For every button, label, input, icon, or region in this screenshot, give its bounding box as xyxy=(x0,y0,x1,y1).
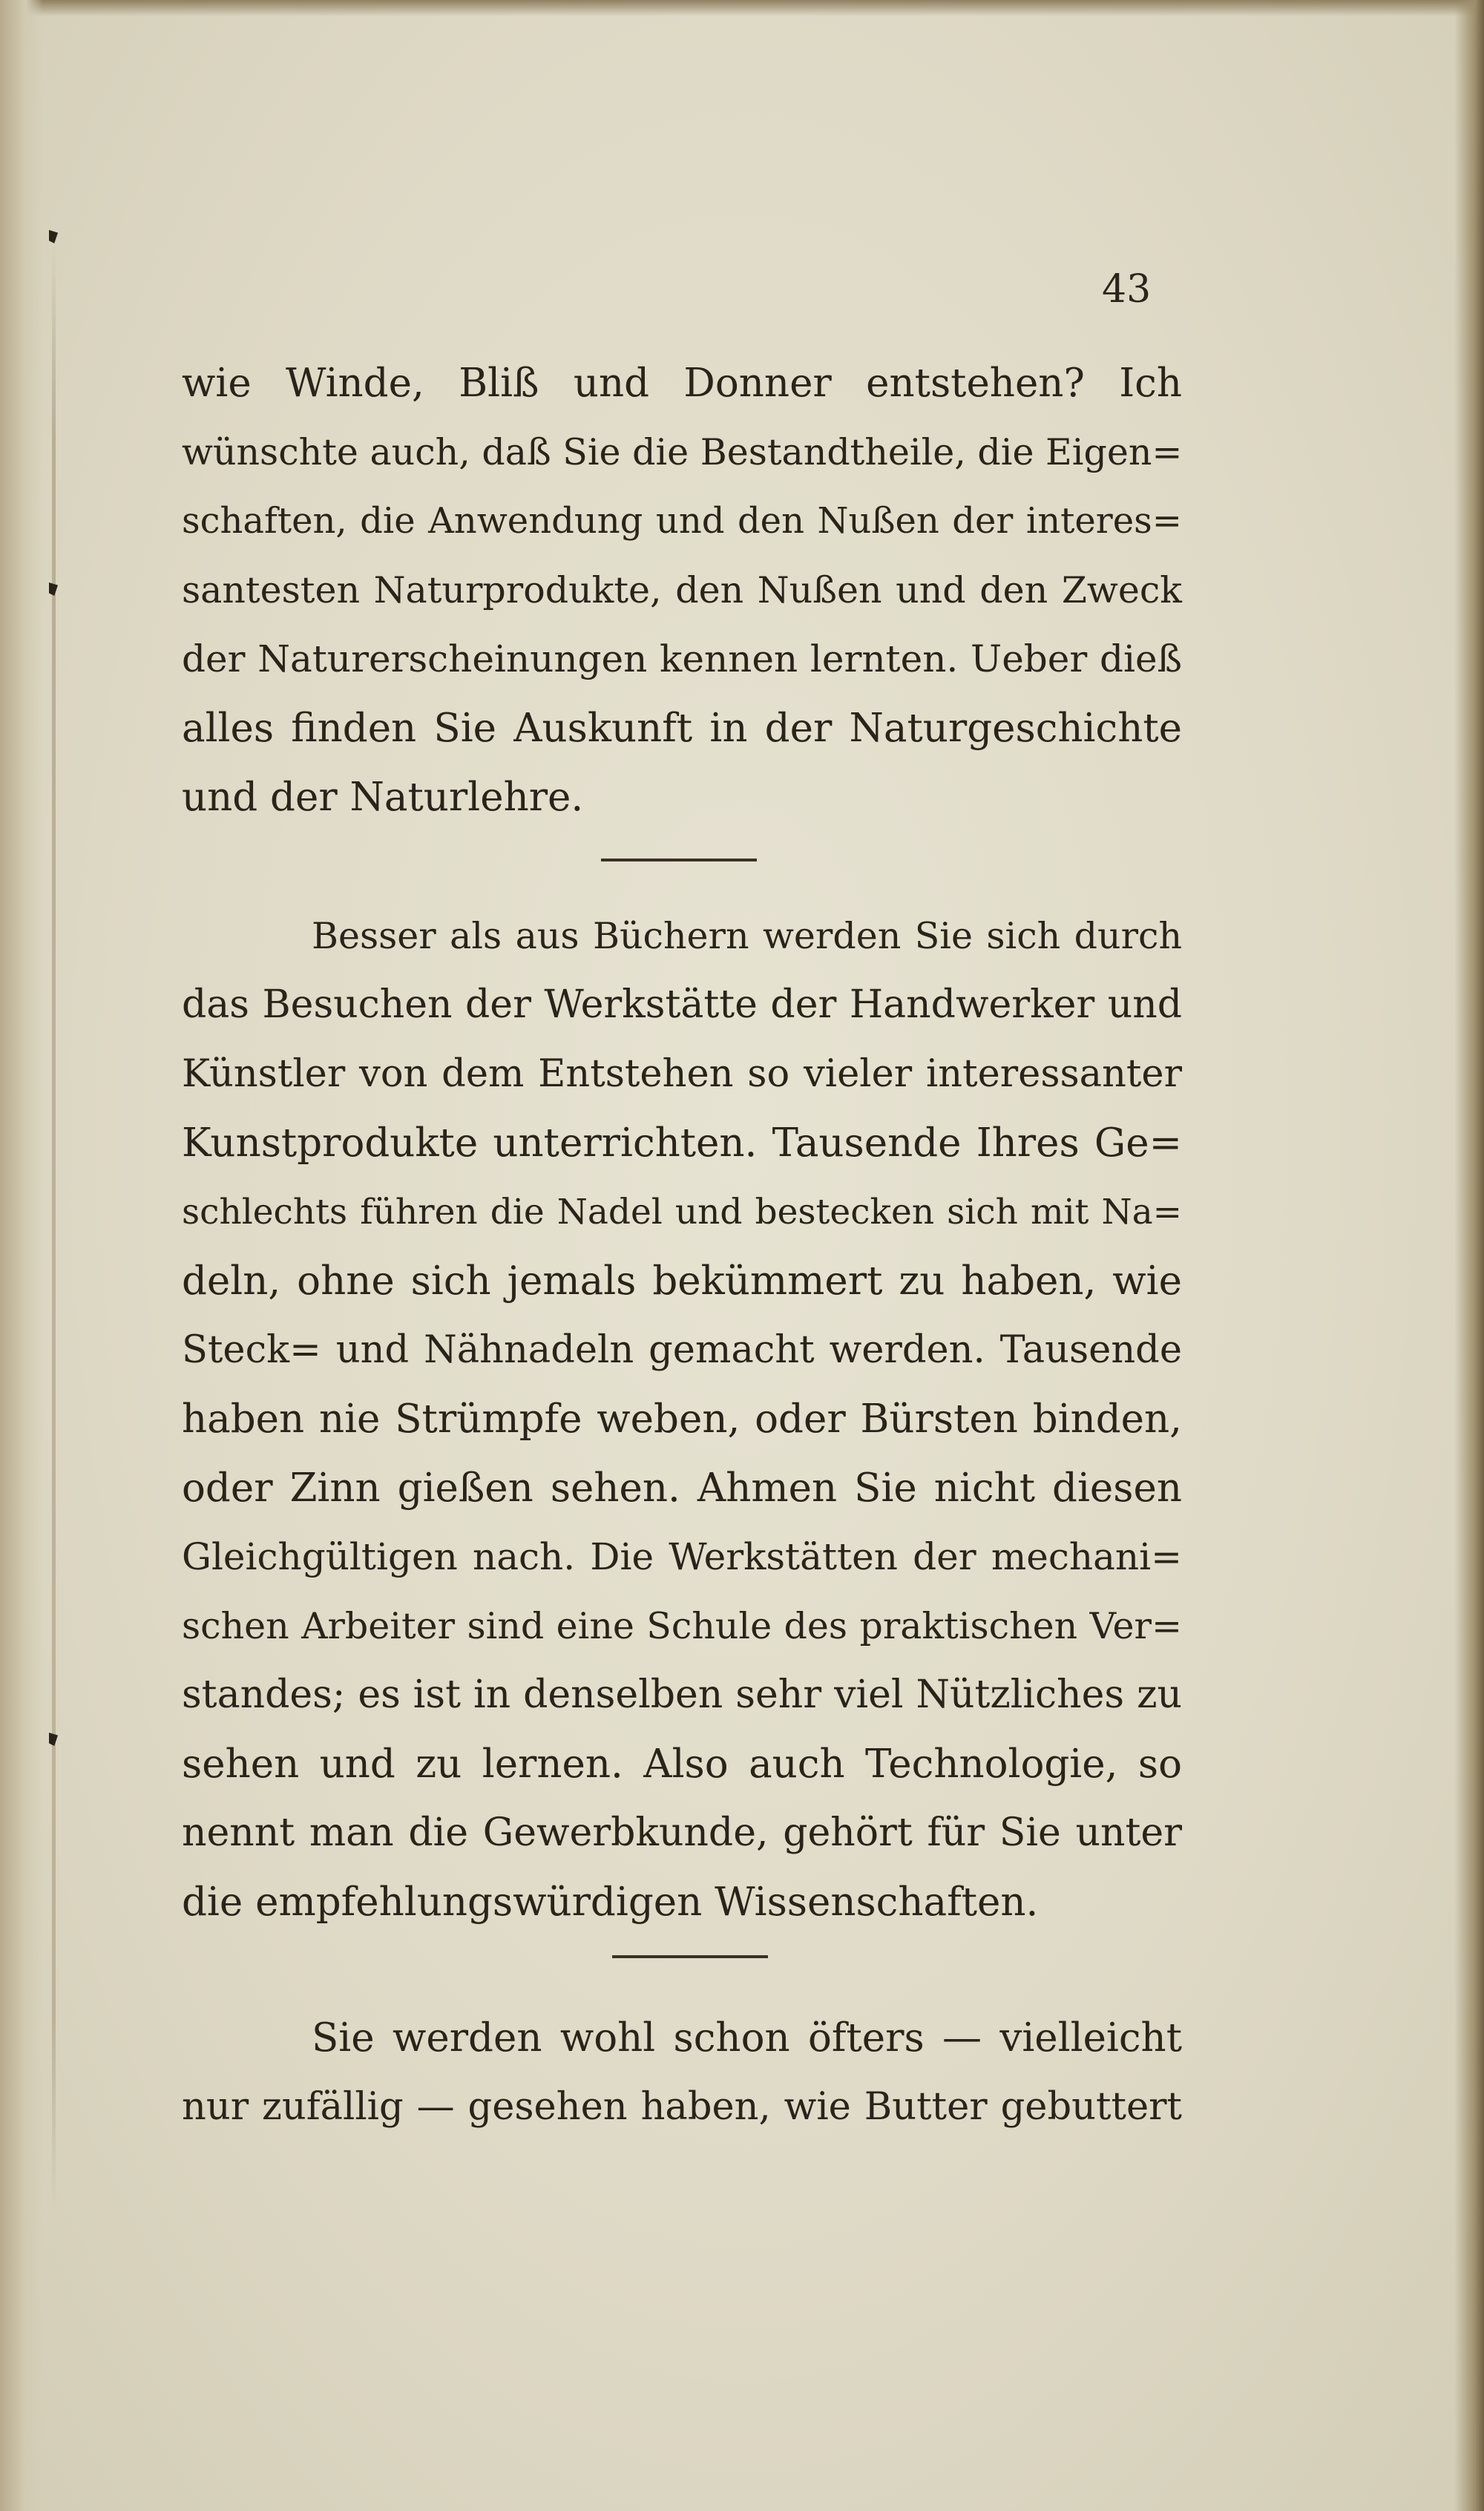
text-line: der Naturerscheinungen kennen lernten. Ueber dieß xyxy=(182,637,1182,680)
margin-mark xyxy=(49,582,58,596)
text-line: oder Zinn gießen sehen. Ahmen Sie nicht diesen xyxy=(182,1465,1182,1511)
text-line: alles finden Sie Auskunft in der Naturgeschichte xyxy=(182,706,1182,751)
text-line: wie Winde, Bliß und Donner entstehen? Ich xyxy=(182,361,1182,406)
text-line: die empfehlungswürdigen Wissenschaften. xyxy=(182,1880,1039,1925)
page-right-edge xyxy=(1454,0,1484,2511)
text-line: schaften, die Anwendung und den Nußen der interes= xyxy=(182,500,1182,542)
section-divider xyxy=(601,859,757,861)
margin-mark xyxy=(49,1733,58,1746)
paragraph-3 xyxy=(182,2003,1182,2141)
page-number: 43 xyxy=(1102,267,1152,312)
section-divider xyxy=(612,1955,768,1958)
text-line: Besser als aus Büchern werden Sie sich durch xyxy=(312,915,1182,957)
text-line: das Besuchen der Werkstätte der Handwerker und xyxy=(182,982,1182,1027)
text-line: Kunstprodukte unterrichten. Tausende Ihres Ge= xyxy=(182,1120,1182,1166)
text-line: wünschte auch, daß Sie die Bestandtheile, die Eigen= xyxy=(182,431,1183,473)
text-line: nennt man die Gewerbkunde, gehört für Sie unter xyxy=(182,1811,1182,1855)
text-line: haben nie Strümpfe weben, oder Bürsten binden, xyxy=(182,1396,1182,1442)
page-top-edge xyxy=(0,0,1484,16)
page-gutter xyxy=(0,0,43,2511)
paragraph-2 xyxy=(182,902,1182,1937)
text-line: sehen und zu lernen. Also auch Technologie, so xyxy=(182,1742,1182,1787)
binding-shadow-line xyxy=(52,245,56,2211)
text-line: deln, ohne sich jemals bekümmert zu haben, wie xyxy=(182,1258,1182,1304)
text-line: schen Arbeiter sind eine Schule des praktischen Ver= xyxy=(182,1605,1182,1647)
text-line: Sie werden wohl schon öfters — vielleicht xyxy=(312,2015,1182,2061)
text-line: und der Naturlehre. xyxy=(182,775,584,820)
text-line: nur zufällig — gesehen haben, wie Butter gebuttert xyxy=(182,2085,1182,2129)
text-line: Künstler von dem Entstehen so vieler interessanter xyxy=(182,1052,1182,1096)
paragraph-1 xyxy=(182,349,1182,832)
text-line: schlechts führen die Nadel und bestecken sich mit Na= xyxy=(182,1192,1182,1232)
text-line: standes; es ist in denselben sehr viel Nützliches zu xyxy=(182,1673,1182,1717)
text-line: Gleichgültigen nach. Die Werkstätten der mechani= xyxy=(182,1535,1182,1578)
margin-mark xyxy=(49,230,58,243)
text-line: santesten Naturprodukte, den Nußen und den Zweck xyxy=(182,569,1182,611)
text-line: Steck= und Nähnadeln gemacht werden. Tausende xyxy=(182,1328,1182,1372)
